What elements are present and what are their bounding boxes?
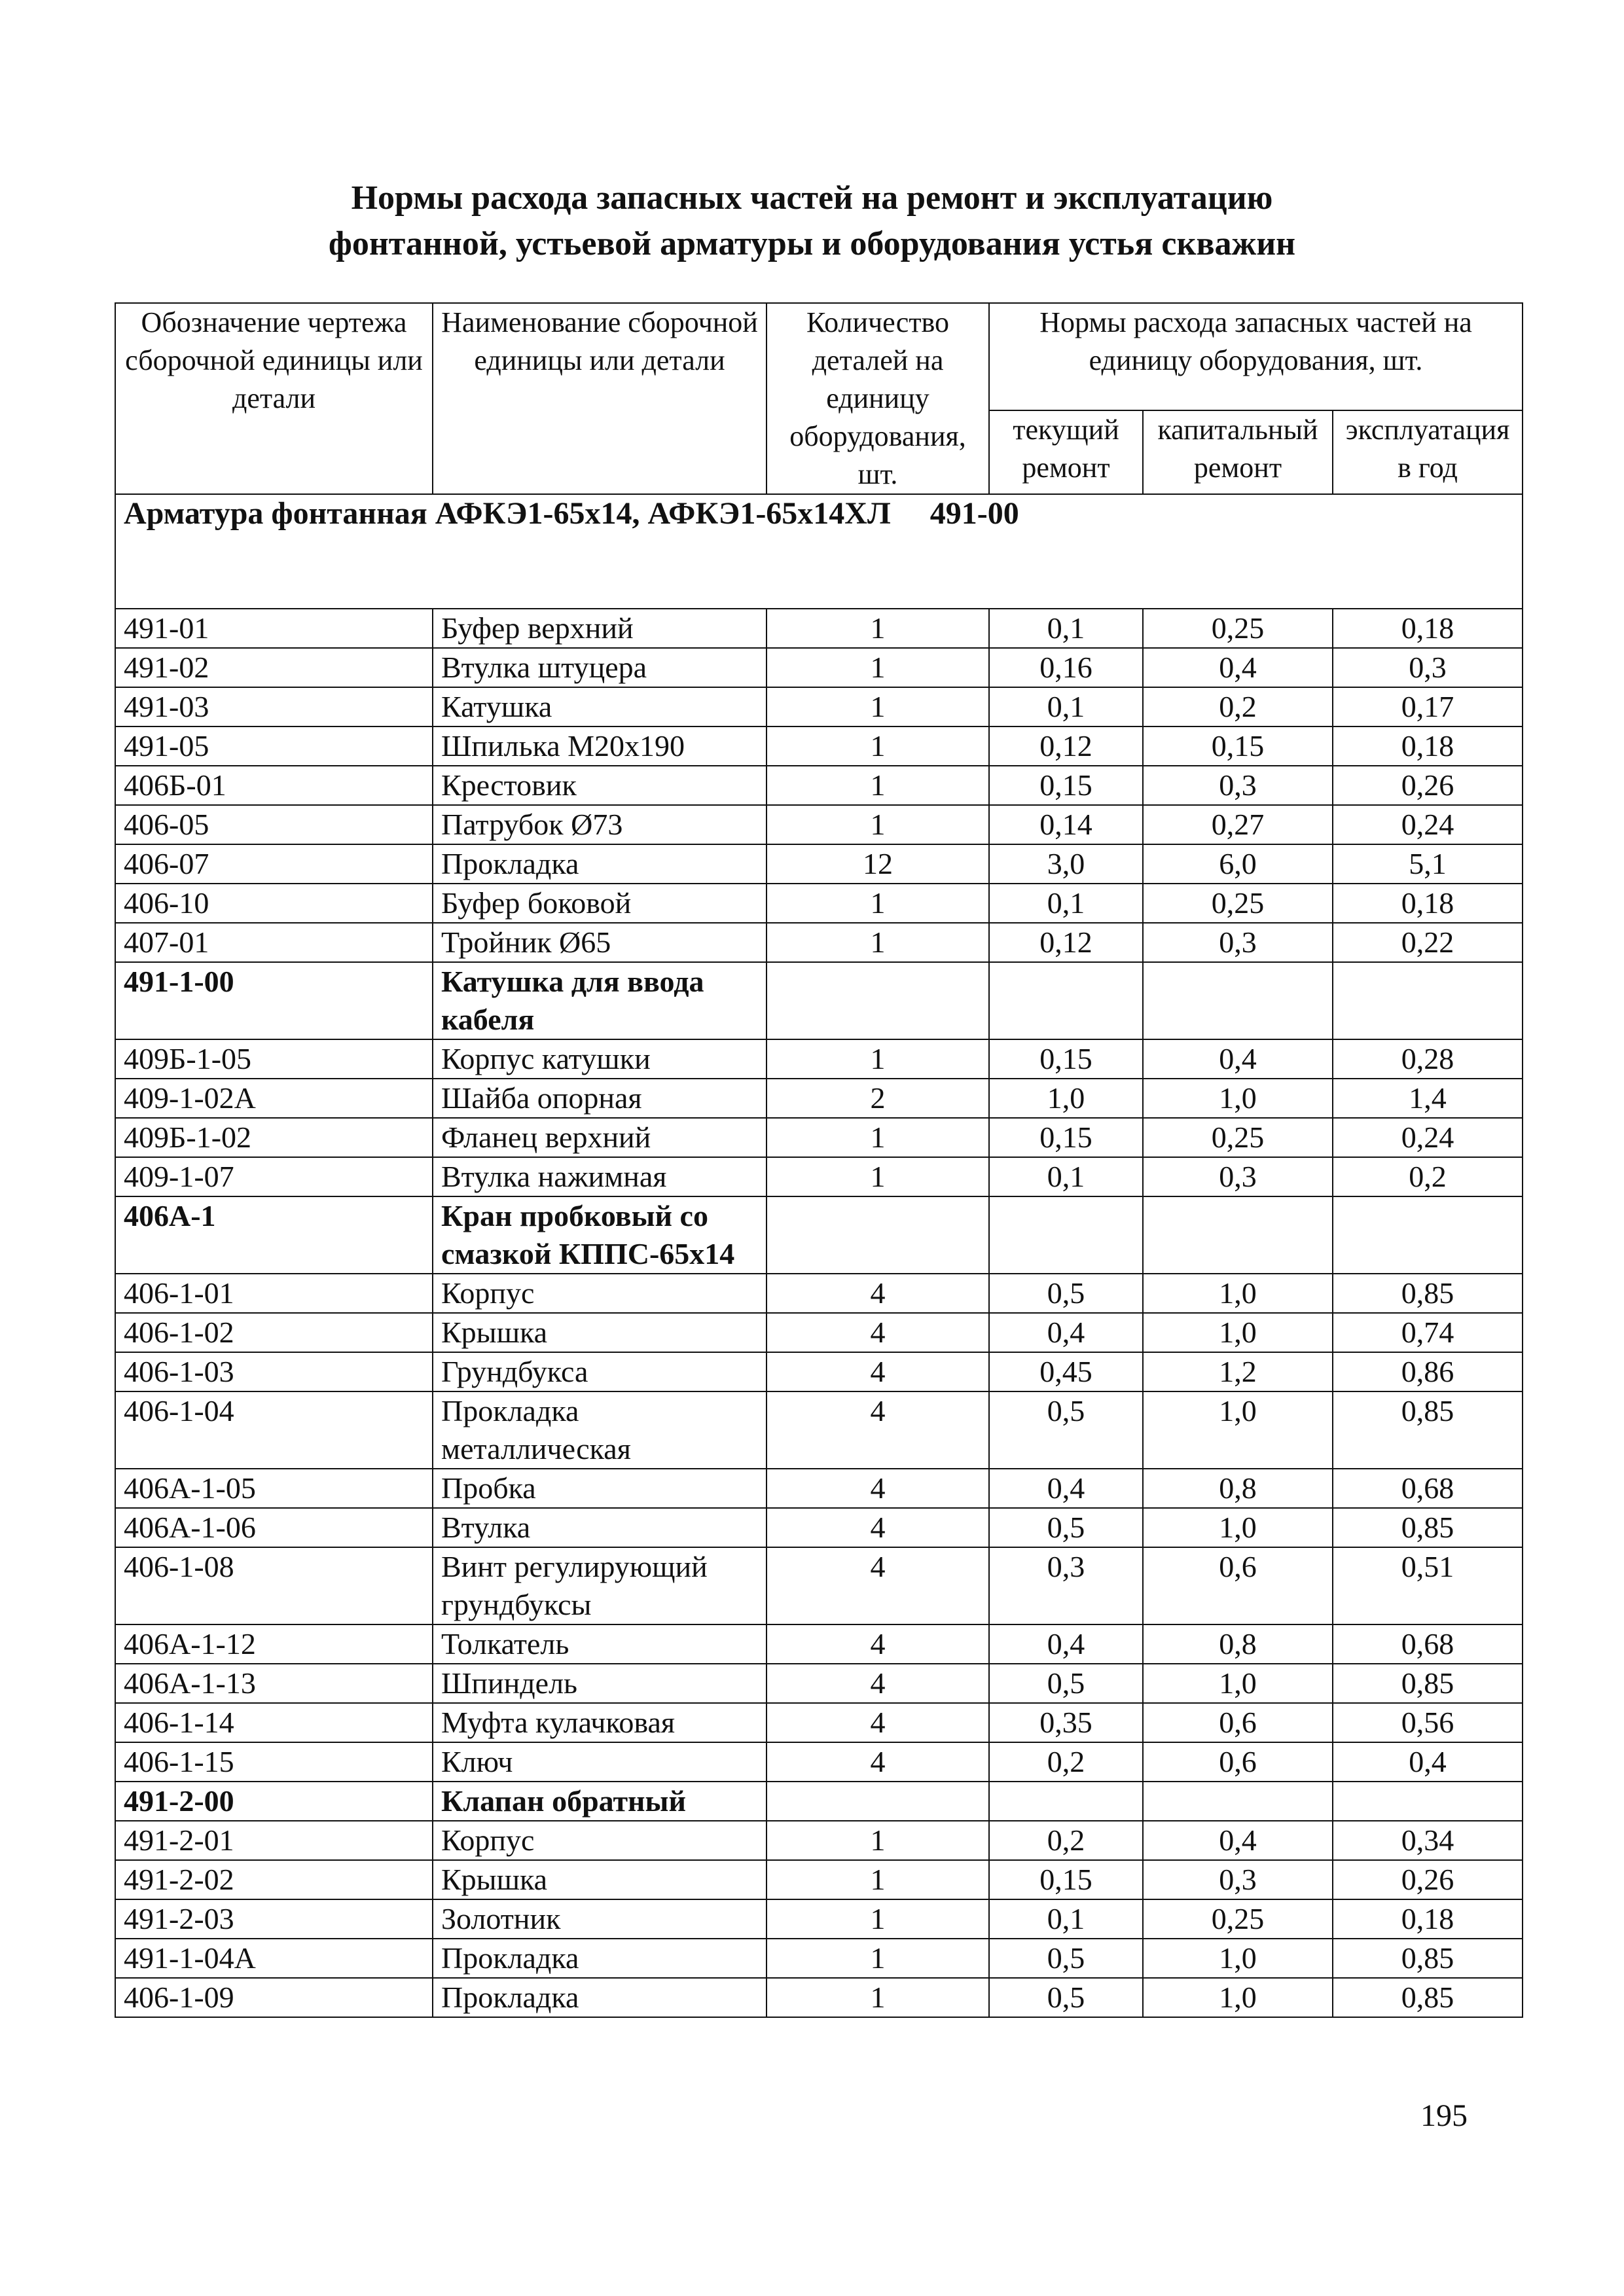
drawing-code-cell: 406-05 — [115, 805, 433, 844]
item-name-cell: Патрубок Ø73 — [433, 805, 767, 844]
current-repair-cell: 0,12 — [989, 726, 1143, 766]
capital-repair-cell: 1,0 — [1143, 1978, 1333, 2017]
item-name-cell: Катушка для ввода кабеля — [433, 962, 767, 1039]
table-row — [115, 1079, 1523, 1118]
drawing-code-cell: 406-1-08 — [115, 1547, 433, 1624]
header-yearly-operation: эксплуатация в год — [1333, 410, 1523, 494]
section-title — [115, 494, 1523, 609]
item-name-cell: Кран пробковый со смазкой КППС-65х14 — [433, 1196, 767, 1274]
capital-repair-cell: 0,25 — [1143, 1899, 1333, 1939]
item-name-cell: Катушка — [433, 687, 767, 726]
drawing-code-cell: 491-1-00 — [115, 962, 433, 1039]
drawing-code-cell: 406-1-15 — [115, 1742, 433, 1782]
quantity-cell: 4 — [767, 1547, 989, 1624]
yearly-operation-cell: 0,26 — [1333, 1860, 1523, 1899]
drawing-code-cell: 406-1-09 — [115, 1978, 433, 2017]
group-row — [115, 1782, 1523, 1821]
capital-repair-cell — [1143, 1782, 1333, 1821]
capital-repair-cell: 0,4 — [1143, 648, 1333, 687]
quantity-cell: 4 — [767, 1313, 989, 1352]
capital-repair-cell: 1,0 — [1143, 1313, 1333, 1352]
table-row — [115, 1352, 1523, 1391]
section-name: Арматура фонтанная АФКЭ1-65х14, АФКЭ1-65х14ХЛ — [124, 496, 891, 531]
capital-repair-cell: 0,4 — [1143, 1821, 1333, 1860]
section-code: 491-00 — [929, 496, 1019, 531]
item-name-cell: Прокладка — [433, 844, 767, 884]
table-row — [115, 923, 1523, 962]
drawing-code-cell: 406-1-02 — [115, 1313, 433, 1352]
quantity-cell: 1 — [767, 1899, 989, 1939]
quantity-cell: 1 — [767, 609, 989, 648]
table-row — [115, 1860, 1523, 1899]
drawing-code-cell: 406-07 — [115, 844, 433, 884]
current-repair-cell: 0,15 — [989, 1039, 1143, 1079]
drawing-code-cell: 406-1-03 — [115, 1352, 433, 1391]
table-row — [115, 687, 1523, 726]
current-repair-cell: 0,4 — [989, 1624, 1143, 1664]
table-row — [115, 1157, 1523, 1196]
current-repair-cell: 0,1 — [989, 609, 1143, 648]
capital-repair-cell: 0,25 — [1143, 609, 1333, 648]
table-row — [115, 1039, 1523, 1079]
current-repair-cell: 3,0 — [989, 844, 1143, 884]
item-name-cell: Крышка — [433, 1313, 767, 1352]
quantity-cell: 1 — [767, 1939, 989, 1978]
capital-repair-cell: 0,8 — [1143, 1469, 1333, 1508]
yearly-operation-cell: 0,85 — [1333, 1391, 1523, 1469]
table-row — [115, 1899, 1523, 1939]
capital-repair-cell: 0,25 — [1143, 884, 1333, 923]
table-row — [115, 1939, 1523, 1978]
capital-repair-cell: 0,25 — [1143, 1118, 1333, 1157]
capital-repair-cell: 0,15 — [1143, 726, 1333, 766]
yearly-operation-cell: 0,18 — [1333, 884, 1523, 923]
title-line-1: Нормы расхода запасных частей на ремонт и эксплуатацию — [351, 179, 1273, 217]
spare-parts-table — [115, 302, 1523, 2018]
quantity-cell: 1 — [767, 923, 989, 962]
table-row — [115, 1821, 1523, 1860]
drawing-code-cell: 491-2-02 — [115, 1860, 433, 1899]
drawing-code-cell: 406А-1-05 — [115, 1469, 433, 1508]
drawing-code-cell: 406А-1-06 — [115, 1508, 433, 1547]
table-row — [115, 1978, 1523, 2017]
item-name-cell: Буфер боковой — [433, 884, 767, 923]
capital-repair-cell: 0,8 — [1143, 1624, 1333, 1664]
current-repair-cell: 0,35 — [989, 1703, 1143, 1742]
current-repair-cell: 0,5 — [989, 1978, 1143, 2017]
drawing-code-cell: 406Б-01 — [115, 766, 433, 805]
item-name-cell: Крестовик — [433, 766, 767, 805]
quantity-cell: 4 — [767, 1508, 989, 1547]
yearly-operation-cell: 0,85 — [1333, 1664, 1523, 1703]
capital-repair-cell: 0,3 — [1143, 923, 1333, 962]
table-row — [115, 1508, 1523, 1547]
item-name-cell: Крышка — [433, 1860, 767, 1899]
drawing-code-cell: 409Б-1-05 — [115, 1039, 433, 1079]
quantity-cell: 1 — [767, 1978, 989, 2017]
drawing-code-cell: 406-1-04 — [115, 1391, 433, 1469]
quantity-cell: 1 — [767, 726, 989, 766]
quantity-cell: 4 — [767, 1664, 989, 1703]
quantity-cell: 4 — [767, 1469, 989, 1508]
drawing-code-cell: 406А-1-12 — [115, 1624, 433, 1664]
item-name-cell: Корпус — [433, 1821, 767, 1860]
item-name-cell: Втулка штуцера — [433, 648, 767, 687]
drawing-code-cell: 491-2-03 — [115, 1899, 433, 1939]
quantity-cell: 4 — [767, 1742, 989, 1782]
current-repair-cell: 0,45 — [989, 1352, 1143, 1391]
item-name-cell: Буфер верхний — [433, 609, 767, 648]
yearly-operation-cell: 0,85 — [1333, 1274, 1523, 1313]
item-name-cell: Корпус — [433, 1274, 767, 1313]
quantity-cell: 1 — [767, 687, 989, 726]
item-name-cell: Грундбукса — [433, 1352, 767, 1391]
quantity-cell: 1 — [767, 1157, 989, 1196]
capital-repair-cell: 0,6 — [1143, 1742, 1333, 1782]
item-name-cell: Золотник — [433, 1899, 767, 1939]
quantity-cell: 4 — [767, 1352, 989, 1391]
item-name-cell: Шпиндель — [433, 1664, 767, 1703]
yearly-operation-cell: 0,68 — [1333, 1624, 1523, 1664]
item-name-cell: Втулка — [433, 1508, 767, 1547]
quantity-cell: 1 — [767, 1860, 989, 1899]
capital-repair-cell: 0,3 — [1143, 1860, 1333, 1899]
drawing-code-cell: 491-05 — [115, 726, 433, 766]
table-row — [115, 1624, 1523, 1664]
current-repair-cell: 0,15 — [989, 1118, 1143, 1157]
current-repair-cell: 0,15 — [989, 766, 1143, 805]
yearly-operation-cell: 0,85 — [1333, 1508, 1523, 1547]
capital-repair-cell: 1,0 — [1143, 1508, 1333, 1547]
table-row — [115, 1742, 1523, 1782]
quantity-cell — [767, 1782, 989, 1821]
item-name-cell: Корпус катушки — [433, 1039, 767, 1079]
capital-repair-cell — [1143, 1196, 1333, 1274]
current-repair-cell: 0,1 — [989, 884, 1143, 923]
yearly-operation-cell — [1333, 1196, 1523, 1274]
capital-repair-cell: 0,6 — [1143, 1703, 1333, 1742]
yearly-operation-cell: 0,86 — [1333, 1352, 1523, 1391]
table-row — [115, 1118, 1523, 1157]
header-capital-repair: капитальный ремонт — [1143, 410, 1333, 494]
capital-repair-cell: 1,2 — [1143, 1352, 1333, 1391]
quantity-cell: 4 — [767, 1703, 989, 1742]
item-name-cell: Шпилька М20х190 — [433, 726, 767, 766]
quantity-cell: 1 — [767, 1039, 989, 1079]
capital-repair-cell: 6,0 — [1143, 844, 1333, 884]
yearly-operation-cell: 0,3 — [1333, 648, 1523, 687]
capital-repair-cell: 1,0 — [1143, 1391, 1333, 1469]
table-row — [115, 805, 1523, 844]
current-repair-cell: 0,2 — [989, 1742, 1143, 1782]
item-name-cell: Ключ — [433, 1742, 767, 1782]
capital-repair-cell: 0,2 — [1143, 687, 1333, 726]
current-repair-cell: 0,15 — [989, 1860, 1143, 1899]
drawing-code-cell: 491-2-01 — [115, 1821, 433, 1860]
yearly-operation-cell: 0,4 — [1333, 1742, 1523, 1782]
current-repair-cell: 0,16 — [989, 648, 1143, 687]
group-row — [115, 962, 1523, 1039]
capital-repair-cell: 1,0 — [1143, 1664, 1333, 1703]
capital-repair-cell: 0,27 — [1143, 805, 1333, 844]
capital-repair-cell: 1,0 — [1143, 1274, 1333, 1313]
current-repair-cell: 0,14 — [989, 805, 1143, 844]
current-repair-cell: 1,0 — [989, 1079, 1143, 1118]
yearly-operation-cell: 0,34 — [1333, 1821, 1523, 1860]
item-name-cell: Толкатель — [433, 1624, 767, 1664]
capital-repair-cell: 1,0 — [1143, 1079, 1333, 1118]
table-row — [115, 766, 1523, 805]
drawing-code-cell: 491-02 — [115, 648, 433, 687]
table-row — [115, 1391, 1523, 1469]
quantity-cell: 2 — [767, 1079, 989, 1118]
table-row — [115, 648, 1523, 687]
drawing-code-cell: 406А-1-13 — [115, 1664, 433, 1703]
drawing-code-cell: 406-1-01 — [115, 1274, 433, 1313]
drawing-code-cell: 407-01 — [115, 923, 433, 962]
item-name-cell: Пробка — [433, 1469, 767, 1508]
yearly-operation-cell: 1,4 — [1333, 1079, 1523, 1118]
drawing-code-cell: 406А-1 — [115, 1196, 433, 1274]
current-repair-cell: 0,3 — [989, 1547, 1143, 1624]
item-name-cell: Винт регулирующий грундбуксы — [433, 1547, 767, 1624]
capital-repair-cell — [1143, 962, 1333, 1039]
table-row — [115, 844, 1523, 884]
current-repair-cell: 0,5 — [989, 1508, 1143, 1547]
table-row — [115, 726, 1523, 766]
table-row — [115, 1313, 1523, 1352]
page-number: 195 — [1420, 2098, 1468, 2133]
yearly-operation-cell: 0,2 — [1333, 1157, 1523, 1196]
yearly-operation-cell: 0,18 — [1333, 1899, 1523, 1939]
yearly-operation-cell: 0,85 — [1333, 1939, 1523, 1978]
quantity-cell: 12 — [767, 844, 989, 884]
item-name-cell: Прокладка — [433, 1978, 767, 2017]
yearly-operation-cell: 0,74 — [1333, 1313, 1523, 1352]
drawing-code-cell: 406-10 — [115, 884, 433, 923]
item-name-cell: Тройник Ø65 — [433, 923, 767, 962]
group-row — [115, 1196, 1523, 1274]
table-row — [115, 1703, 1523, 1742]
item-name-cell: Втулка нажимная — [433, 1157, 767, 1196]
section-row — [115, 494, 1523, 609]
yearly-operation-cell: 0,51 — [1333, 1547, 1523, 1624]
item-name-cell: Фланец верхний — [433, 1118, 767, 1157]
yearly-operation-cell — [1333, 962, 1523, 1039]
yearly-operation-cell: 0,18 — [1333, 726, 1523, 766]
drawing-code-cell: 409-1-02А — [115, 1079, 433, 1118]
yearly-operation-cell: 0,26 — [1333, 766, 1523, 805]
header-item-name: Наименование сборочной единицы или детали — [433, 303, 767, 494]
item-name-cell: Муфта кулачковая — [433, 1703, 767, 1742]
drawing-code-cell: 406-1-14 — [115, 1703, 433, 1742]
quantity-cell — [767, 1196, 989, 1274]
yearly-operation-cell — [1333, 1782, 1523, 1821]
table-row — [115, 1664, 1523, 1703]
quantity-cell: 1 — [767, 1821, 989, 1860]
table-row — [115, 1469, 1523, 1508]
capital-repair-cell: 0,3 — [1143, 1157, 1333, 1196]
drawing-code-cell: 409-1-07 — [115, 1157, 433, 1196]
capital-repair-cell: 1,0 — [1143, 1939, 1333, 1978]
quantity-cell: 1 — [767, 648, 989, 687]
header-quantity: Количество деталей на единицу оборудования, шт. — [767, 303, 989, 494]
yearly-operation-cell: 5,1 — [1333, 844, 1523, 884]
current-repair-cell: 0,5 — [989, 1664, 1143, 1703]
quantity-cell: 1 — [767, 884, 989, 923]
drawing-code-cell: 409Б-1-02 — [115, 1118, 433, 1157]
current-repair-cell: 0,4 — [989, 1469, 1143, 1508]
current-repair-cell — [989, 1196, 1143, 1274]
current-repair-cell: 0,5 — [989, 1939, 1143, 1978]
current-repair-cell: 0,1 — [989, 1899, 1143, 1939]
yearly-operation-cell: 0,24 — [1333, 805, 1523, 844]
current-repair-cell: 0,5 — [989, 1274, 1143, 1313]
quantity-cell: 4 — [767, 1274, 989, 1313]
header-norms-group: Нормы расхода запасных частей на единицу оборудования, шт. — [989, 303, 1523, 410]
item-name-cell: Клапан обратный — [433, 1782, 767, 1821]
yearly-operation-cell: 0,24 — [1333, 1118, 1523, 1157]
drawing-code-cell: 491-2-00 — [115, 1782, 433, 1821]
yearly-operation-cell: 0,85 — [1333, 1978, 1523, 2017]
drawing-code-cell: 491-1-04А — [115, 1939, 433, 1978]
yearly-operation-cell: 0,28 — [1333, 1039, 1523, 1079]
capital-repair-cell: 0,4 — [1143, 1039, 1333, 1079]
header-drawing-code: Обозначение чертежа сборочной единицы или детали — [115, 303, 433, 494]
table-row — [115, 884, 1523, 923]
quantity-cell: 1 — [767, 1118, 989, 1157]
current-repair-cell — [989, 1782, 1143, 1821]
quantity-cell: 1 — [767, 766, 989, 805]
capital-repair-cell: 0,3 — [1143, 766, 1333, 805]
item-name-cell: Шайба опорная — [433, 1079, 767, 1118]
drawing-code-cell: 491-01 — [115, 609, 433, 648]
table-row — [115, 1274, 1523, 1313]
drawing-code-cell: 491-03 — [115, 687, 433, 726]
table-row — [115, 609, 1523, 648]
quantity-cell: 1 — [767, 805, 989, 844]
current-repair-cell: 0,12 — [989, 923, 1143, 962]
current-repair-cell: 0,5 — [989, 1391, 1143, 1469]
quantity-cell: 4 — [767, 1391, 989, 1469]
quantity-cell — [767, 962, 989, 1039]
page-title — [0, 175, 1624, 267]
header-current-repair: текущий ремонт — [989, 410, 1143, 494]
yearly-operation-cell: 0,22 — [1333, 923, 1523, 962]
yearly-operation-cell: 0,17 — [1333, 687, 1523, 726]
item-name-cell: Прокладка металлическая — [433, 1391, 767, 1469]
capital-repair-cell: 0,6 — [1143, 1547, 1333, 1624]
title-line-2: фонтанной, устьевой арматуры и оборудования устья скважин — [328, 225, 1296, 262]
current-repair-cell: 0,2 — [989, 1821, 1143, 1860]
yearly-operation-cell: 0,56 — [1333, 1703, 1523, 1742]
quantity-cell: 4 — [767, 1624, 989, 1664]
current-repair-cell — [989, 962, 1143, 1039]
header-row — [115, 303, 1523, 410]
yearly-operation-cell: 0,18 — [1333, 609, 1523, 648]
item-name-cell: Прокладка — [433, 1939, 767, 1978]
current-repair-cell: 0,1 — [989, 687, 1143, 726]
yearly-operation-cell: 0,68 — [1333, 1469, 1523, 1508]
table-row — [115, 1547, 1523, 1624]
current-repair-cell: 0,1 — [989, 1157, 1143, 1196]
current-repair-cell: 0,4 — [989, 1313, 1143, 1352]
